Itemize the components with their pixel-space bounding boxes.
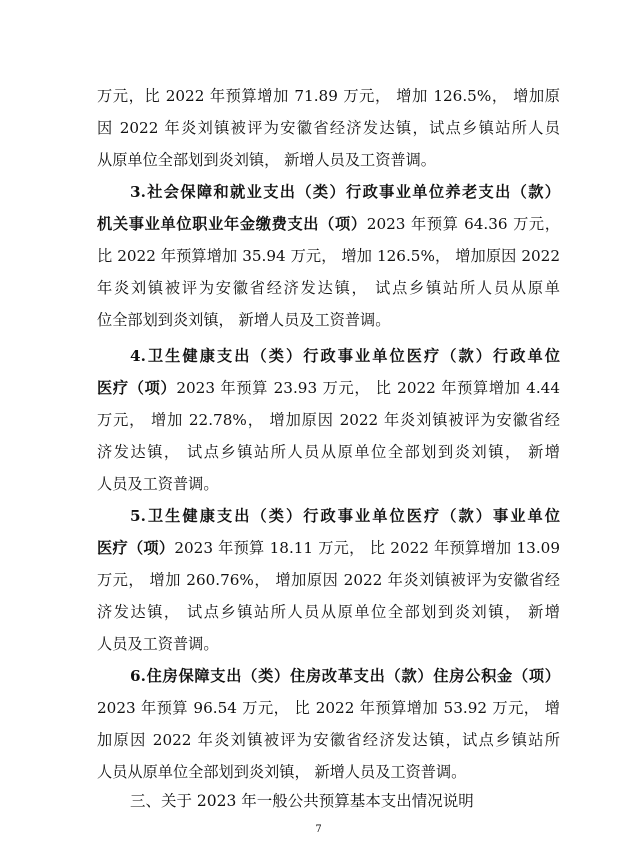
item-5-line-2 — [97, 537, 560, 559]
paragraph-line: 人员及工资普调。 — [97, 475, 219, 493]
paragraph-line: 2023 年预算 96.54 万元， 比 2022 年预算增加 53.92 万元， 增 — [97, 699, 560, 717]
paragraph-line: 万元， 增加 260.76%， 增加原因 2022 年炎刘镇被评为安徽省经 — [97, 571, 560, 589]
paragraph-line: 济发达镇， 试点乡镇站所人员从原单位全部划到炎刘镇， 新增 — [97, 603, 560, 621]
item-4-subheading: 医疗（项） — [97, 379, 177, 397]
item-heading-6: 6.住房保障支出（类）住房改革支出（款）住房公积金（项） — [130, 667, 560, 685]
paragraph-line: 从原单位全部划到炎刘镇， 新增人员及工资普调。 — [97, 151, 436, 169]
page-number: 7 — [315, 824, 322, 835]
item-3-text: 2023 年预算 64.36 万元， — [366, 215, 560, 233]
paragraph-line: 位全部划到炎刘镇， 新增人员及工资普调。 — [97, 311, 391, 329]
paragraph-line: 人员从原单位全部划到炎刘镇， 新增人员及工资普调。 — [97, 763, 467, 781]
item-4-line-2 — [97, 377, 560, 399]
item-4-text: 2023 年预算 23.93 万元， 比 2022 年预算增加 4.44 — [176, 379, 561, 397]
paragraph-line: 比 2022 年预算增加 35.94 万元， 增加 126.5%， 增加原因 2022 — [97, 247, 560, 265]
paragraph-line: 济发达镇， 试点乡镇站所人员从原单位全部划到炎刘镇， 新增 — [97, 443, 560, 461]
paragraph-line: 人员及工资普调。 — [97, 635, 219, 653]
item-heading-3: 3.社会保障和就业支出（类）行政事业单位养老支出（款） — [130, 183, 560, 201]
paragraph-line: 加原因 2022 年炎刘镇被评为安徽省经济发达镇，试点乡镇站所 — [97, 731, 560, 749]
paragraph-line: 万元， 增加 22.78%， 增加原因 2022 年炎刘镇被评为安徽省经 — [97, 411, 560, 429]
item-3-line-2 — [97, 213, 560, 235]
paragraph-line: 年炎刘镇被评为安徽省经济发达镇， 试点乡镇站所人员从原单 — [97, 279, 560, 297]
section-heading: 三、关于 2023 年一般公共预算基本支出情况说明 — [130, 792, 474, 810]
item-heading-5: 5.卫生健康支出（类）行政事业单位医疗（款）事业单位 — [130, 507, 560, 525]
item-5-text: 2023 年预算 18.11 万元， 比 2022 年预算增加 13.09 — [174, 539, 560, 557]
paragraph-line: 因 2022 年炎刘镇被评为安徽省经济发达镇，试点乡镇站所人员 — [97, 119, 560, 137]
item-5-subheading: 医疗（项） — [97, 539, 175, 557]
paragraph-line: 万元，比 2022 年预算增加 71.89 万元， 增加 126.5%， 增加原 — [97, 87, 560, 105]
item-3-subheading: 机关事业单位职业年金缴费支出（项） — [97, 215, 367, 233]
item-heading-4: 4.卫生健康支出（类）行政事业单位医疗（款）行政单位 — [130, 347, 560, 365]
